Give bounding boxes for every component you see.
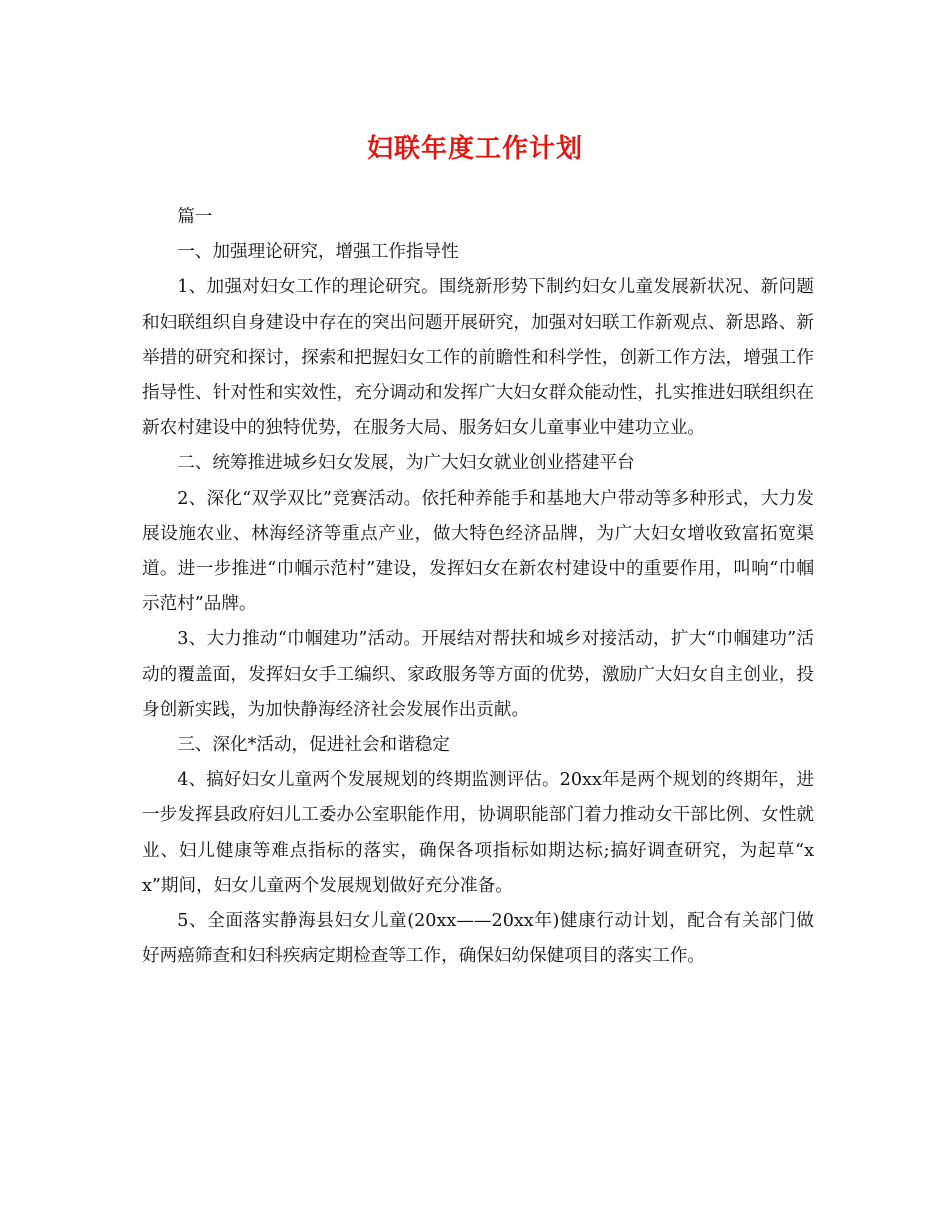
paragraph-item-2: 2、深化“双学双比”竞赛活动。依托种养能手和基地大户带动等多种形式，大力发展设施农业、林海经济等重点产业，做大特色经济品牌，为广大妇女增收致富拓宽渠道。进一步推进“巾帼示范村”建设，发挥妇女在新农村建设中的重要作用，叫响“巾帼示范村”品牌。 [142,488,814,615]
heading-two: 二、统筹推进城乡妇女发展，为广大妇女就业创业搭建平台 [177,453,635,474]
paragraph-item-5: 5、全面落实静海县妇女儿童(20xx——20xx年)健康行动计划，配合有关部门做好两癌筛查和妇科疾病定期检查等工作，确保妇幼保健项目的落实工作。 [142,911,814,967]
document-body [142,200,814,974]
paragraph-item-1: 1、加强对妇女工作的理论研究。围绕新形势下制约妇女儿童发展新状况、新问题和妇联组织自身建设中存在的突出问题开展研究，加强对妇联工作新观点、新思路、新举措的研究和探讨，探索和把握妇女工作的前瞻性和科学性，创新工作方法，增强工作指导性、针对性和实效性，充分调动和发挥广大妇女群众能动性，扎实推进妇联组织在新农村建设中的独特优势，在服务大局、服务妇女儿童事业中建功立业。 [142,277,814,439]
paragraph-item-3: 3、大力推动“巾帼建功”活动。开展结对帮扶和城乡对接活动，扩大“巾帼建功”活动的覆盖面，发挥妇女手工编织、家政服务等方面的优势，激励广大妇女自主创业，投身创新实践，为加快静海经济社会发展作出贡献。 [142,629,814,720]
document-title: 妇联年度工作计划 [366,134,583,164]
paragraph-item-4: 4、搞好妇女儿童两个发展规划的终期监测评估。20xx年是两个规划的终期年，进一步发挥县政府妇儿工委办公室职能作用，协调职能部门着力推动女干部比例、女性就业、妇儿健康等难点指标的落实，确保各项指标如期达标;搞好调查研究，为起草“xx”期间，妇女儿童两个发展规划做好充分准备。 [142,770,814,896]
heading-three: 三、深化*活动，促进社会和谐稳定 [177,735,450,756]
section-label: 篇一 [177,207,213,227]
heading-one: 一、加强理论研究，增强工作指导性 [177,242,459,263]
